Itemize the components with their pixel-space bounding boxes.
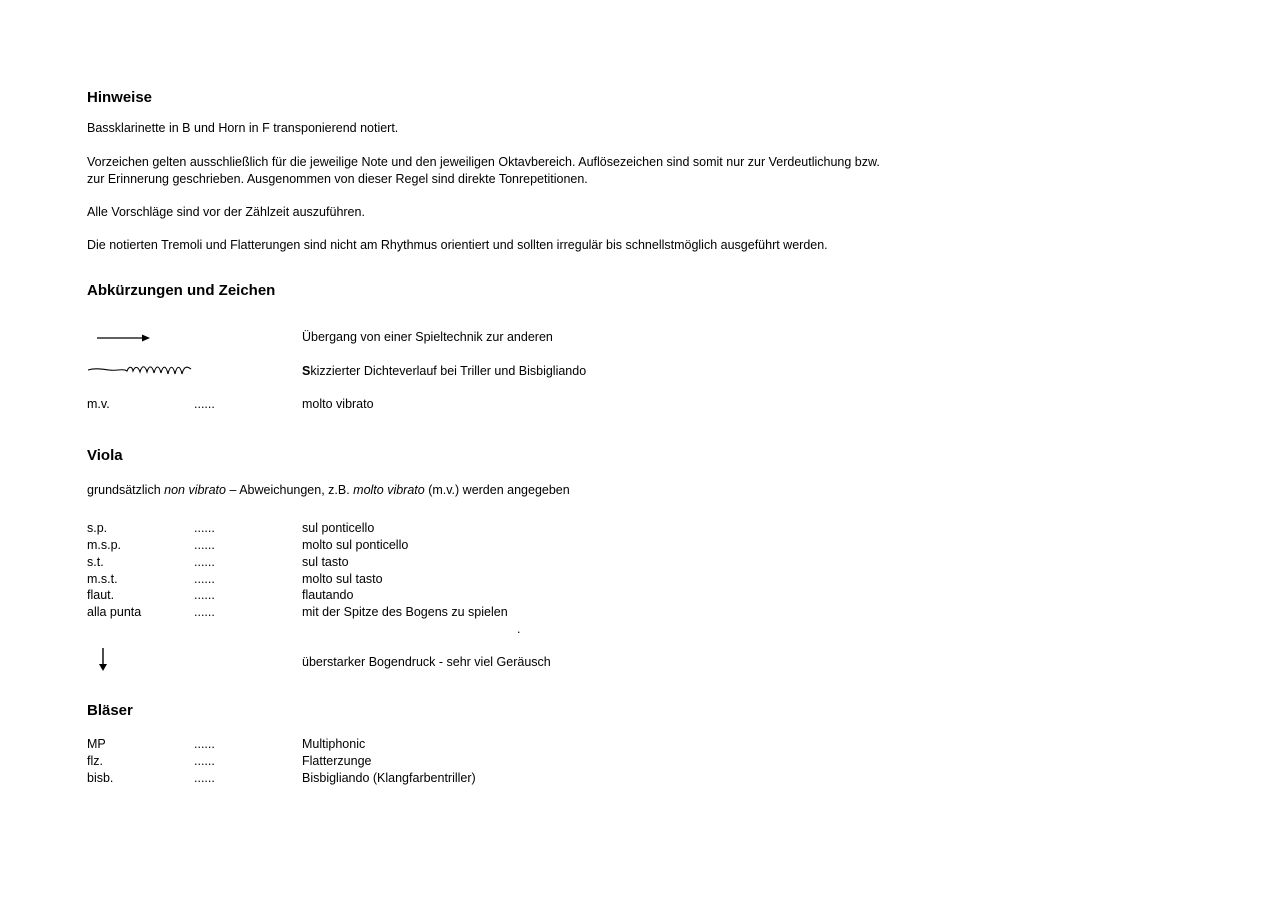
mv-dots: ......: [194, 397, 215, 411]
down-arrow-description: überstarker Bogendruck - sehr viel Geräusch: [302, 655, 551, 669]
heading-abkuerzungen: Abkürzungen und Zeichen: [87, 282, 276, 299]
viola-desc-st: sul tasto: [302, 555, 349, 569]
hinweise-paragraph-4: Die notierten Tremoli und Flatterungen sind nicht am Rhythmus orientiert und sollten irregulär bis schnellstmöglich ausgeführt werden.: [87, 238, 828, 252]
right-arrow-icon: [96, 332, 152, 344]
squiggle-description: Skizzierter Dichteverlauf bei Triller und Bisbigliando: [302, 364, 587, 378]
viola-desc-alla-punta: mit der Spitze des Bogens zu spielen: [302, 605, 508, 619]
squiggle-density-icon: [87, 362, 193, 378]
viola-dots-sp: ......: [194, 521, 215, 535]
heading-blaeser: Bläser: [87, 702, 133, 719]
viola-abbr-sp: s.p.: [87, 521, 108, 535]
blaeser-desc-flz: Flatterzunge: [302, 754, 372, 768]
viola-abbr-flaut: flaut.: [87, 588, 115, 602]
arrow-description: Übergang von einer Spieltechnik zur anderen: [302, 330, 553, 344]
viola-desc-mst: molto sul tasto: [302, 572, 383, 586]
viola-abbr-st: s.t.: [87, 555, 104, 569]
mv-abbreviation: m.v.: [87, 397, 110, 411]
viola-dots-mst: ......: [194, 572, 215, 586]
viola-dots-alla-punta: ......: [194, 605, 215, 619]
blaeser-dots-bisb: ......: [194, 771, 215, 785]
viola-dots-st: ......: [194, 555, 215, 569]
heading-hinweise: Hinweise: [87, 89, 153, 106]
blaeser-desc-mp: Multiphonic: [302, 737, 366, 751]
stray-dot: .: [517, 622, 521, 636]
down-arrow-icon: [96, 647, 110, 673]
blaeser-abbr-mp: MP: [87, 737, 106, 751]
blaeser-dots-flz: ......: [194, 754, 215, 768]
viola-abbr-msp: m.s.p.: [87, 538, 122, 552]
blaeser-desc-bisb: Bisbigliando (Klangfarbentriller): [302, 771, 476, 785]
hinweise-paragraph-1: Bassklarinette in B und Horn in F transponierend notiert.: [87, 121, 399, 135]
hinweise-paragraph-3: Alle Vorschläge sind vor der Zählzeit auszuführen.: [87, 205, 365, 219]
heading-viola: Viola: [87, 447, 123, 464]
blaeser-dots-mp: ......: [194, 737, 215, 751]
viola-desc-flaut: flautando: [302, 588, 354, 602]
hinweise-paragraph-2-line-1: Vorzeichen gelten ausschließlich für die jeweilige Note und den jeweiligen Oktavbereich. Auflösezeichen sind somit nur zur Verdeutlichung bzw.: [87, 155, 880, 169]
viola-dots-msp: ......: [194, 538, 215, 552]
viola-desc-sp: sul ponticello: [302, 521, 375, 535]
viola-abbr-alla-punta: alla punta: [87, 605, 142, 619]
blaeser-abbr-flz: flz.: [87, 754, 103, 768]
viola-desc-msp: molto sul ponticello: [302, 538, 409, 552]
hinweise-paragraph-2-line-2: zur Erinnerung geschrieben. Ausgenommen von dieser Regel sind direkte Tonrepetitionen.: [87, 172, 588, 186]
blaeser-abbr-bisb: bisb.: [87, 771, 114, 785]
viola-intro: grundsätzlich non vibrato – Abweichungen, z.B. molto vibrato (m.v.) werden angegeben: [87, 483, 570, 497]
mv-description: molto vibrato: [302, 397, 374, 411]
viola-abbr-mst: m.s.t.: [87, 572, 118, 586]
viola-dots-flaut: ......: [194, 588, 215, 602]
